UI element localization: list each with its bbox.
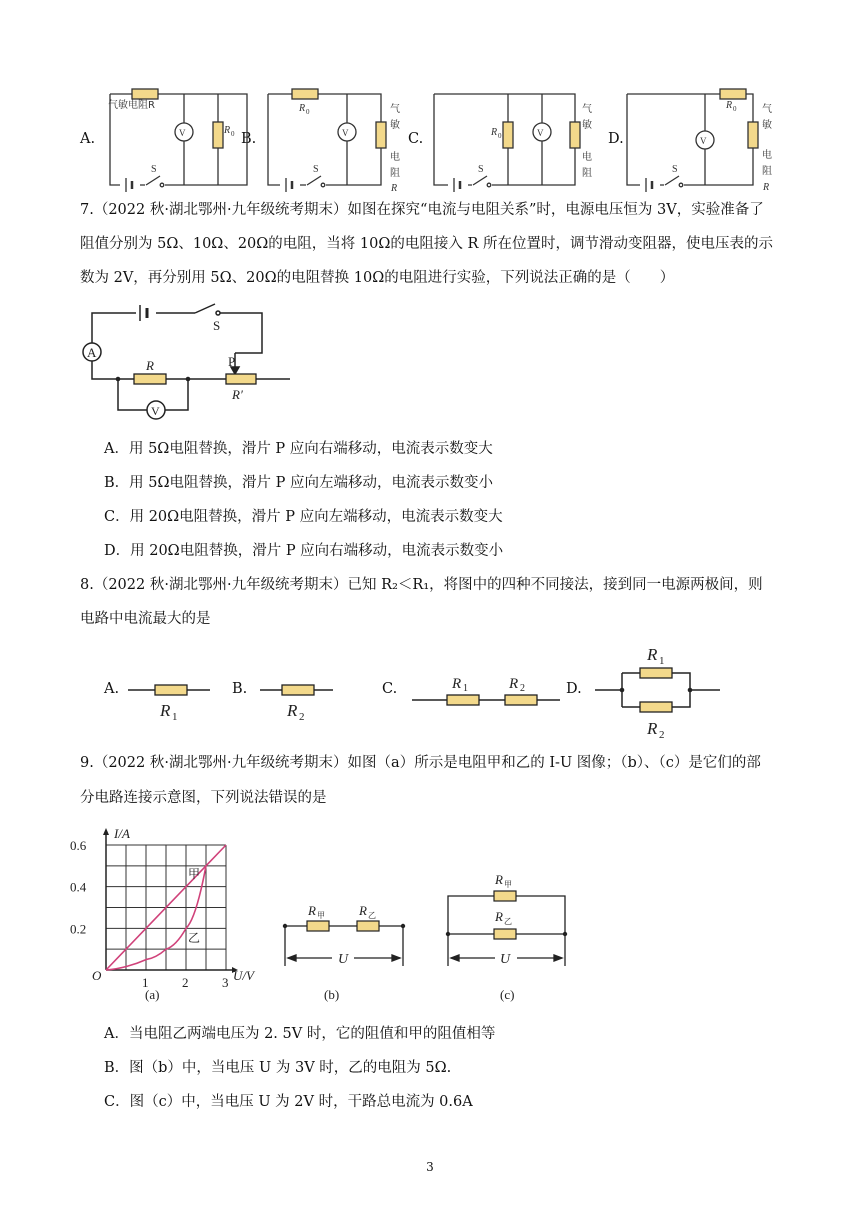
x-tick-label: 1 [142, 975, 149, 990]
r0-label-c: R [491, 127, 498, 138]
svg-text:R: R [647, 645, 658, 664]
svg-text:阻: 阻 [762, 166, 772, 177]
svg-text:敏: 敏 [582, 120, 592, 131]
q8b-r2 [282, 685, 314, 695]
r0-label-d: R [726, 100, 733, 111]
q8-stem-line2: 电路中电流最大的是 [80, 611, 211, 627]
svg-text:R: R [359, 903, 367, 918]
gas-resistor-label-a: 气敏电阻R [108, 100, 155, 111]
battery-b [280, 178, 300, 192]
svg-text:电: 电 [762, 150, 772, 161]
q7-stem-line2: 阻值分别为 5Ω、10Ω、20Ω的电阻，当将 10Ω的电阻接入 R 所在位置时，调节滑动变阻器，使电压表的示 [80, 236, 774, 252]
svg-text:甲: 甲 [317, 911, 325, 920]
battery-a [120, 178, 140, 192]
q8-option-d-label: D. [566, 681, 582, 697]
x-tick-label: 3 [222, 975, 229, 990]
q7-stem-line3: 数为 2V，再分别用 5Ω、20Ω的电阻替换 10Ω的电阻进行实验，下列说法正确的是（ ） [80, 270, 675, 286]
q8d-r2 [640, 702, 672, 712]
svg-text:甲: 甲 [504, 880, 512, 889]
q8d-r1 [640, 668, 672, 678]
svg-text:1: 1 [463, 683, 468, 694]
q8-option-c-label: C. [382, 681, 398, 697]
svg-text:V: V [151, 404, 160, 418]
q9-option-c: C．图（c）中，当电压 U 为 2V 时，干路总电流为 0.6A [104, 1094, 473, 1110]
svg-text:电: 电 [390, 152, 400, 163]
svg-text:R: R [308, 903, 316, 918]
q8-stem-line1: 8.（2022 秋·湖北鄂州·九年级统考期末）已知 R₂＜R₁，将图中的四种不同接法，接到同一电源两极间，则 [80, 577, 763, 593]
y-axis-arrow [103, 828, 109, 835]
q6-option-d-label: D. [608, 131, 624, 147]
svg-text:阻: 阻 [390, 168, 400, 179]
voltmeter-b: V [342, 128, 349, 138]
svg-text:P: P [228, 354, 236, 369]
battery-c [448, 178, 468, 192]
q8a-r1 [155, 685, 187, 695]
svg-text:2: 2 [659, 729, 665, 741]
q6-circuit-d [627, 89, 758, 185]
svg-text:R: R [495, 909, 503, 924]
svg-text:0: 0 [231, 130, 235, 138]
voltmeter-d: V [700, 136, 707, 146]
svg-text:R: R [287, 701, 298, 720]
switch-label-d: S [672, 164, 678, 175]
svg-text:1: 1 [659, 655, 665, 667]
q7-option-a: A．用 5Ω电阻替换，滑片 P 应向右端移动，电流表示数变大 [104, 441, 493, 457]
switch-b [306, 176, 326, 187]
q6-option-b-label: B. [241, 131, 257, 147]
svg-text:气: 气 [582, 104, 592, 115]
svg-text:1: 1 [172, 711, 178, 723]
svg-text:U: U [338, 952, 349, 967]
r0-label-a: R [224, 125, 231, 136]
resistor-r [134, 374, 166, 384]
svg-text:R′: R′ [232, 387, 243, 402]
svg-text:U: U [500, 952, 511, 967]
x-tick-label: 2 [182, 975, 189, 990]
q9-stem-line1: 9.（2022 秋·湖北鄂州·九年级统考期末）如图（a）所示是电阻甲和乙的 I-U 图像；（b）、（c）是它们的部 [80, 755, 761, 771]
q6-circuit-b [268, 89, 386, 185]
q7-circuit-figure [70, 295, 290, 425]
svg-text:电: 电 [582, 152, 592, 163]
q8-figures [0, 630, 860, 745]
y-tick-label: 0.6 [70, 838, 87, 853]
q8-option-b-label: B. [232, 681, 248, 697]
svg-text:气: 气 [762, 104, 772, 115]
caption-a: (a) [145, 987, 160, 1002]
q8-option-a-label: A. [104, 681, 120, 697]
svg-text:R: R [495, 872, 503, 887]
battery-d [640, 178, 660, 192]
svg-text:敏: 敏 [762, 120, 772, 131]
svg-text:R: R [509, 676, 519, 692]
svg-text:A: A [87, 345, 97, 360]
svg-text:乙: 乙 [368, 911, 376, 920]
svg-text:气: 气 [390, 104, 400, 115]
switch-d [664, 176, 684, 187]
q6-option-c-label: C. [408, 131, 424, 147]
q7-stem-line1: 7.（2022 秋·湖北鄂州·九年级统考期末）如图在探究“电流与电阻关系”时，电源电压恒为 3V，实验准备了 [80, 202, 764, 218]
q9-iu-chart [103, 828, 238, 973]
q9-figures [70, 818, 590, 1018]
svg-text:2: 2 [299, 711, 305, 723]
q7-option-b: B．用 5Ω电阻替换，滑片 P 应向左端移动，电流表示数变小 [104, 475, 493, 491]
svg-text:R: R [146, 358, 154, 373]
svg-text:敏: 敏 [390, 120, 400, 131]
caption-b: (b) [324, 987, 340, 1002]
svg-text:S: S [213, 318, 221, 333]
q6-options [0, 0, 860, 195]
svg-text:R: R [391, 183, 398, 194]
q8c-r1 [447, 695, 479, 705]
chart-origin: O [92, 968, 102, 983]
q9-option-b: B．图（b）中，当电压 U 为 3V 时，乙的电阻为 5Ω. [104, 1060, 452, 1076]
y-tick-label: 0.4 [70, 879, 87, 895]
switch-c [472, 176, 492, 187]
svg-text:R: R [647, 719, 658, 738]
q6-option-a-label: A. [80, 131, 96, 147]
svg-text:乙: 乙 [504, 917, 512, 926]
page-number: 3 [426, 1160, 434, 1174]
q7-option-d: D．用 20Ω电阻替换，滑片 P 应向右端移动，电流表示数变小 [104, 543, 504, 559]
q7-option-c: C．用 20Ω电阻替换，滑片 P 应向左端移动，电流表示数变大 [104, 509, 503, 525]
y-tick-label: 0.2 [70, 921, 87, 937]
switch-label-a: S [151, 164, 157, 175]
svg-text:0: 0 [498, 132, 502, 140]
switch-label-c: S [478, 164, 484, 175]
q9-option-a: A．当电阻乙两端电压为 2. 5V 时，它的阻值和甲的阻值相等 [104, 1026, 496, 1042]
q8c-r2 [505, 695, 537, 705]
q6-circuits [0, 0, 860, 195]
svg-text:R: R [160, 701, 171, 720]
q6-circuit-c [434, 94, 580, 185]
caption-c: (c) [500, 987, 515, 1002]
svg-text:0: 0 [733, 105, 737, 113]
svg-text:R: R [763, 182, 770, 193]
switch-label-b: S [313, 164, 319, 175]
svg-text:阻: 阻 [582, 168, 592, 179]
r0-label-b: R [299, 103, 306, 114]
voltmeter-c: V [537, 128, 544, 138]
q9-stem-line2: 分电路连接示意图，下列说法错误的是 [80, 790, 327, 806]
svg-text:2: 2 [520, 683, 525, 694]
chart-xlabel: U/V [233, 968, 254, 983]
chart-label-jia: 甲 [188, 867, 201, 881]
svg-text:R: R [452, 676, 462, 692]
voltmeter-a: V [179, 128, 186, 138]
rheostat-rprime [226, 374, 256, 384]
chart-ylabel: I/A [114, 826, 130, 841]
chart-label-yi: 乙 [188, 931, 201, 945]
switch-a [145, 176, 165, 187]
svg-text:0: 0 [306, 108, 310, 116]
